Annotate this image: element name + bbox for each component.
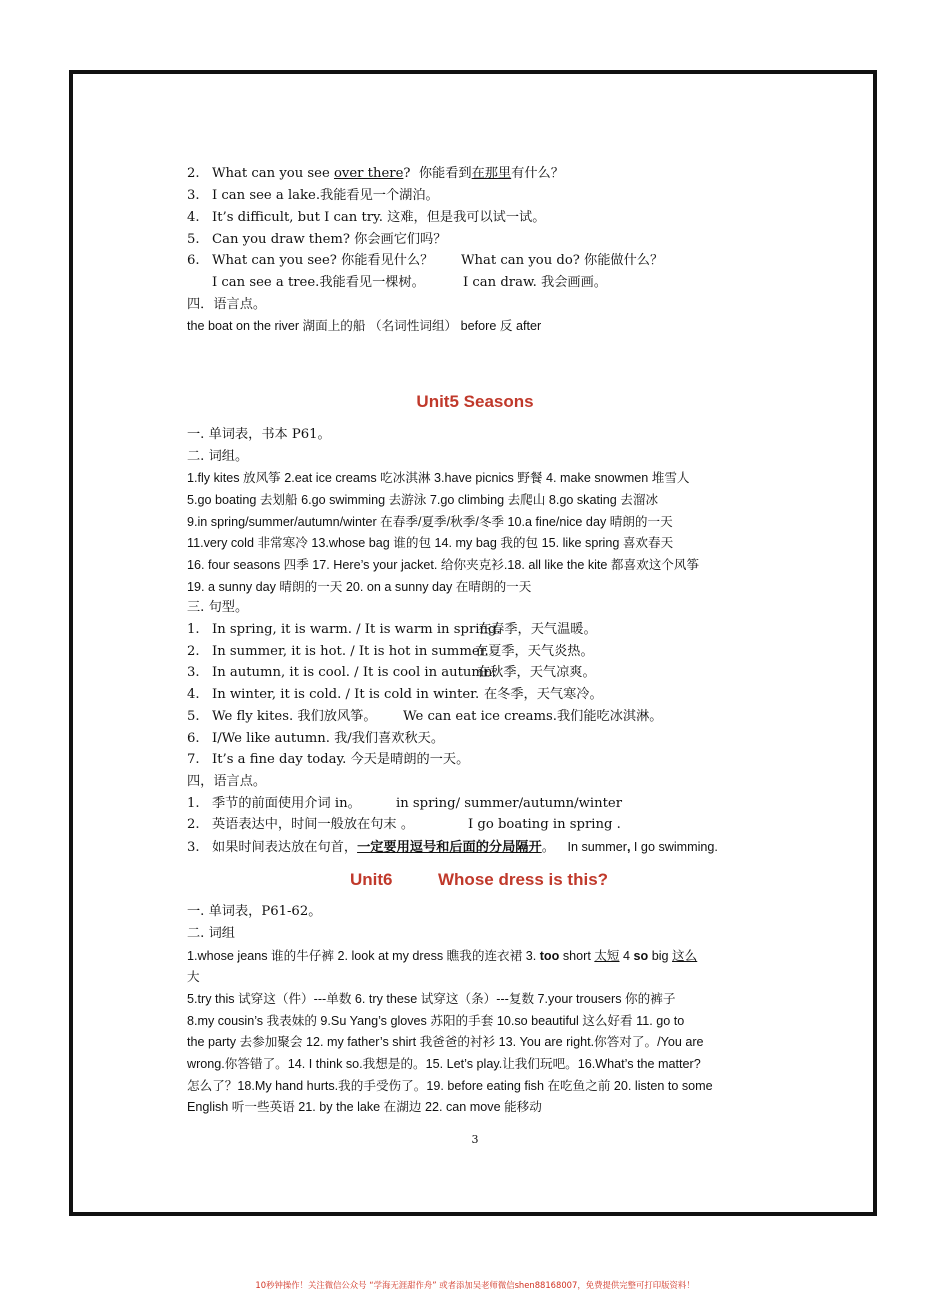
u5-phrase-line: 16. four seasons 四季 17. Here’s your jacket. 给你夹克衫.18. all like the kite 都喜欢这个风筝 xyxy=(187,558,700,572)
u6-phrase-line: 大 xyxy=(187,970,200,984)
u6-phrase-line: 怎么了？18.My hand hurts.我的手受伤了。19. before eating fish 在吃鱼之前 20. listen to some xyxy=(187,1079,713,1093)
u5-sentence: 1. In spring, it is warm. / It is warm in spring.在春季，天气温暖。 xyxy=(187,622,597,637)
u6-phrases-title: 二. 词组 xyxy=(187,926,235,941)
u5-point-3: 3. 如果时间表达放在句首，一定要用逗号和后面的分局隔开。 In summer, I go swimming. xyxy=(187,840,718,855)
u5-phrase-line: 5.go boating 去划船 6.go swimming 去游泳 7.go climbing 去爬山 8.go skating 去溜冰 xyxy=(187,493,659,507)
u5-point: 1. 季节的前面使用介词 in。 in spring/ summer/autumn/winter xyxy=(187,796,623,811)
u6-phrase-line: 5.try this 试穿这（件）---单数 6. try these 试穿这（条）---复数 7.your trousers 你的裤子 xyxy=(187,992,676,1006)
u5-phrase-line: 11.very cold 非常寒冷 13.whose bag 谁的包 14. my bag 我的包 15. like spring 喜欢春天 xyxy=(187,536,674,550)
u6-phrase-line: the party 去参加聚会 12. my father’s shirt 我爸爸的衬衫 13. You are right.你答对了。/You are xyxy=(187,1035,704,1049)
u5-sentence: 6. I/We like autumn. 我/我们喜欢秋天。 xyxy=(187,731,445,746)
u5-phrase-line: 19. a sunny day 晴朗的一天 20. on a sunny day 在晴朗的一天 xyxy=(187,580,532,594)
u4-sentence-6-line2: I can see a tree.我能看见一棵树。 I can draw. 我会画画。 xyxy=(212,275,607,290)
u5-sentence: 2. In summer, it is hot. / It is hot in summer.在夏季，天气炎热。 xyxy=(187,644,594,659)
u5-sentence: 3. In autumn, it is cool. / It is cool in autumn.在秋季，天气凉爽。 xyxy=(187,665,596,680)
u6-phrase-line: 1.whose jeans 谁的牛仔裤 2. look at my dress 瞧我的连衣裙 3. too short 太短 4 so big 这么 xyxy=(187,949,698,963)
u5-vocab-line: 一. 单词表，书本 P61。 xyxy=(187,427,331,442)
u4-sentence-4: 4. It’s difficult, but I can try. 这难，但是我可以试一试。 xyxy=(187,210,546,225)
u4-section4-title: 四．语言点。 xyxy=(187,297,267,312)
page-number: 3 xyxy=(471,1133,479,1146)
u4-language-point: the boat on the river 湖面上的船 （名词性词组） before 反 after xyxy=(187,319,542,333)
u6-vocab-line: 一. 单词表，P61-62。 xyxy=(187,904,322,919)
u4-sentence-5: 5. Can you draw them? 你会画它们吗？ xyxy=(187,232,447,247)
u5-point: 2. 英语表达中，时间一般放在句末 。 I go boating in spring . xyxy=(187,817,621,832)
footer-notice: 10秒钟操作！关注微信公众号 “学海无涯甜作舟” 或者添加吴老师微信shen88168007，免费提供完整可打印版资料！ xyxy=(255,1280,695,1290)
unit5-title: Unit5 Seasons xyxy=(416,392,534,411)
u6-phrase-line: 8.my cousin’s 我表妹的 9.Su Yang’s gloves 苏阳的手套 10.so beautiful 这么好看 11. go to xyxy=(187,1014,685,1028)
u5-phrase-line: 1.fly kites 放风筝 2.eat ice creams 吃冰淇淋 3.have picnics 野餐 4. make snowmen 堆雪人 xyxy=(187,471,690,485)
u4-sentence-6: 6. What can you see? 你能看见什么？ What can you do? 你能做什么？ xyxy=(187,253,664,268)
u5-sentence: 5. We fly kites. 我们放风筝。 We can eat ice creams.我们能吃冰淇淋。 xyxy=(187,709,663,724)
u5-phrases-title: 二. 词组。 xyxy=(187,449,249,464)
u6-phrase-line: wrong.你答错了。14. I think so.我想是的。15. Let’s play.让我们玩吧。16.What’s the matter? xyxy=(187,1057,701,1071)
u5-phrase-line: 9.in spring/summer/autumn/winter 在春季/夏季/秋季/冬季 10.a fine/nice day 晴朗的一天 xyxy=(187,515,673,529)
u5-points-title: 四，语言点。 xyxy=(187,774,267,789)
u5-sentences-title: 三. 句型。 xyxy=(187,600,249,615)
u5-sentence: 4. In winter, it is cold. / It is cold in winter. 在冬季，天气寒冷。 xyxy=(187,687,603,702)
u6-phrase-line: English 听一些英语 21. by the lake 在湖边 22. can move 能移动 xyxy=(187,1100,542,1114)
u4-sentence-2: 2. What can you see over there? 你能看到在那里有什么？ xyxy=(187,166,564,181)
u5-sentence: 7. It’s a fine day today. 今天是晴朗的一天。 xyxy=(187,752,470,767)
u4-sentence-3: 3. I can see a lake.我能看见一个湖泊。 xyxy=(187,188,439,203)
